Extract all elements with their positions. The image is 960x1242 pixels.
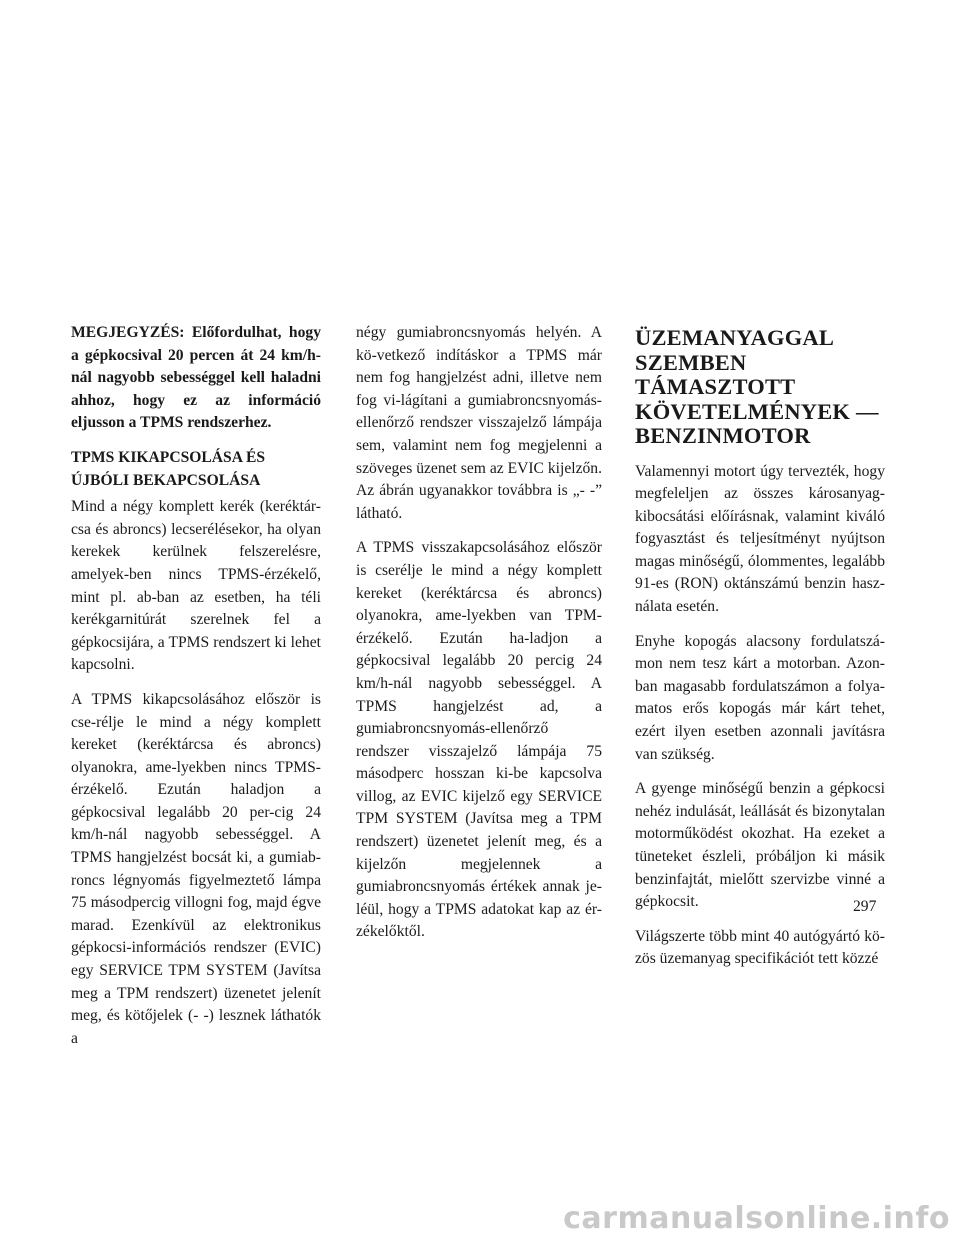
paragraph: Enyhe kopogás alacsony fordulatszá-mon nem tesz kárt a motorban. Azon-ban magasabb fordulatszámon a folya-matos erős kopogás már kárt tehet, ezért ilyen esetben azonnali javításra van szükség. bbox=[635, 632, 885, 763]
note-paragraph: MEGJEGYZÉS: Előfordulhat, hogy a gépkocsival 20 percen át 24 km/h-nál nagyobb sebességgel kell haladni ahhoz, hogy ez az információ eljusson a TPMS rendszerhez. bbox=[71, 324, 321, 432]
column-middle bbox=[356, 322, 602, 956]
paragraph: Mind a négy komplett kerék (keréktár-csa és abroncs) lecserélésekor, ha olyan kerekek kerülnek felszerelésre, amelyek-ben nincs TPMS-érzékelő, mint pl. ab-ban az esetben, ha téli kerékgarnitúrát szerelnek fel a gépkocsijára, a TPMS rendszert ki lehet kapcsolni. bbox=[71, 498, 321, 674]
watermark: carmanualsonline.info bbox=[563, 1201, 950, 1236]
section-heading-tpms-toggle: TPMS KIKAPCSOLÁSA ÉS ÚJBÓLI BEKAPCSOLÁSA bbox=[71, 448, 266, 489]
column-right bbox=[635, 322, 885, 983]
paragraph: A TPMS kikapcsolásához először is cse-rélje le mind a négy komplett kereket (keréktárcsa és abroncs) olyanokra, ame-lyekben nincs TPMS-érzékelő. Ezután haladjon a gépkocsival legalább 20 per-cig 24 km/h-nál nagyobb sebességgel. A TPMS hangjelzést bocsát ki, a gumiab-roncs légnyomás figyelmeztető lámpa 75 másodpercig villogni fog, majd égve marad. Ezenkívül az elektronikus gépkocsi-információs rendszer (EVIC) egy SERVICE TPM SYSTEM (Javítsa meg a TPM rendszert) üzenetet jelenít meg, és kötőjelek (- -) lesznek láthatók a bbox=[71, 690, 321, 1047]
paragraph: A gyenge minőségű benzin a gépkocsi nehéz indulását, leállását és bizonytalan motorműködést okozhat. Ha ezeket a tüneteket észleli, próbáljon ki másik benzinfajtát, mielőtt szervizbe vinné a gépkocsit. bbox=[635, 780, 885, 911]
paragraph: négy gumiabroncsnyomás helyén. A kö-vetkező indításkor a TPMS már nem fog hangjelzést adni, illetve nem fog vi-lágítani a gumiabroncsnyomás-ellenőrző rendszer visszajelző lámpája sem, valamint nem fog megjelenni a szöveges üzenet sem az EVIC kijelzőn. Az ábrán ugyanakkor továbbra is „- -” látható. bbox=[356, 324, 602, 522]
section-heading-fuel-requirements: ÜZEMANYAGGAL SZEMBEN TÁMASZTOTT KÖVETELMÉNYEK — BENZINMOTOR bbox=[635, 325, 879, 448]
column-left bbox=[71, 322, 321, 1062]
paragraph: A TPMS visszakapcsolásához először is cserélje le mind a négy komplett kereket (keréktárcsa és abroncs) olyanokra, ame-lyekben van TPM-érzékelő. Ezután ha-ladjon a gépkocsival legalább 20 percig 24 km/h-nál nagyobb sebességgel. A TPMS hangjelzést ad, a gumiabroncsnyomás-ellenőrző rendszer visszajelző lámpája 75 másodperc hosszan ki-be kapcsolva villog, az EVIC kijelző egy SERVICE TPM SYSTEM (Javítsa meg a TPM rendszert) üzenetet jelenít meg, és a kijelzőn megjelennek a gumiabroncsnyomás értékek annak je-léül, hogy a TPMS adatokat kap az ér-zékelőktől. bbox=[356, 539, 602, 941]
paragraph: Világszerte több mint 40 autógyártó kö-zös üzemanyag specifikációt tett közzé bbox=[635, 927, 885, 968]
paragraph: Valamennyi motort úgy tervezték, hogy megfeleljen az összes károsanyag-kibocsátási előírásnak, valamint kiváló fogyasztást és teljesítményt nyújtson magas minőségű, ólommentes, legalább 91-es (RON) oktánszámú benzin hasz-nálata esetén. bbox=[635, 462, 885, 616]
page-number: 297 bbox=[853, 898, 877, 915]
